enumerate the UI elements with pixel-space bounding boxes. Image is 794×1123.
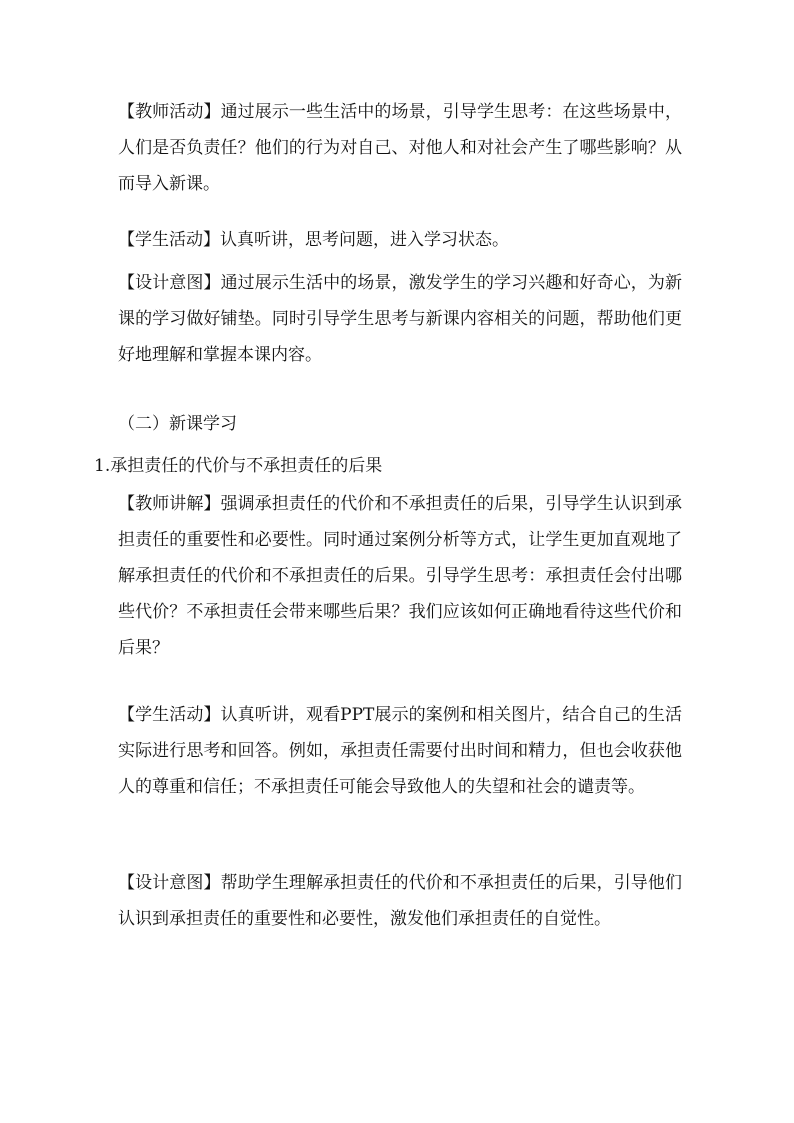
teacher-activity-tag: 【教师活动】 bbox=[118, 102, 221, 122]
teacher-explain-tag: 【教师讲解】 bbox=[118, 494, 221, 514]
section-design-intent-tag: 【设计意图】 bbox=[118, 873, 221, 893]
student-activity-tag: 【学生活动】 bbox=[118, 230, 220, 250]
section-teacher-explain bbox=[118, 486, 682, 666]
section-design-intent-text: 帮助学生理解承担责任的代价和不承担责任的后果，引导他们认识到承担责任的重要性和必要性，激发他们承担责任的自觉性。 bbox=[118, 873, 682, 929]
student-activity-text: 认真听讲，思考问题，进入学习状态。 bbox=[220, 230, 509, 250]
section-title: （二）新课学习 bbox=[118, 414, 237, 434]
section-subtitle: 1.承担责任的代价与不承担责任的后果 bbox=[94, 456, 383, 476]
section-student-activity-text: 认真听讲，观看PPT展示的案例和相关图片，结合自己的生活实际进行思考和回答。例如，承担责任需要付出时间和精力，但也会收获他人的尊重和信任；不承担责任可能会导致他人的失望和社会的谴责等。 bbox=[118, 705, 683, 797]
teacher-explain-text: 强调承担责任的代价和不承担责任的后果，引导学生认识到承担责任的重要性和必要性。同时通过案例分析等方式，让学生更加直观地了解承担责任的代价和不承担责任的后果。引导学生思考：承担责任会付出哪些代价？不承担责任会带来哪些后果？我们应该如何正确地看待这些代价和后果？ bbox=[118, 494, 682, 658]
section-student-activity bbox=[118, 697, 682, 805]
section-design-intent bbox=[118, 865, 682, 937]
teacher-activity-text: 通过展示一些生活中的场景，引导学生思考：在这些场景中，人们是否负责任？他们的行为对自己、对他人和对社会产生了哪些影响？从而导入新课。 bbox=[118, 102, 682, 194]
intro-design-intent bbox=[118, 265, 682, 373]
intro-teacher-activity bbox=[118, 94, 682, 202]
design-intent-text: 通过展示生活中的场景，激发学生的学习兴趣和好奇心，为新课的学习做好铺垫。同时引导学生思考与新课内容相关的问题，帮助他们更好地理解和掌握本课内容。 bbox=[118, 273, 682, 365]
design-intent-tag: 【设计意图】 bbox=[118, 273, 221, 293]
section-student-activity-tag: 【学生活动】 bbox=[118, 705, 221, 725]
intro-student-activity bbox=[118, 222, 682, 258]
